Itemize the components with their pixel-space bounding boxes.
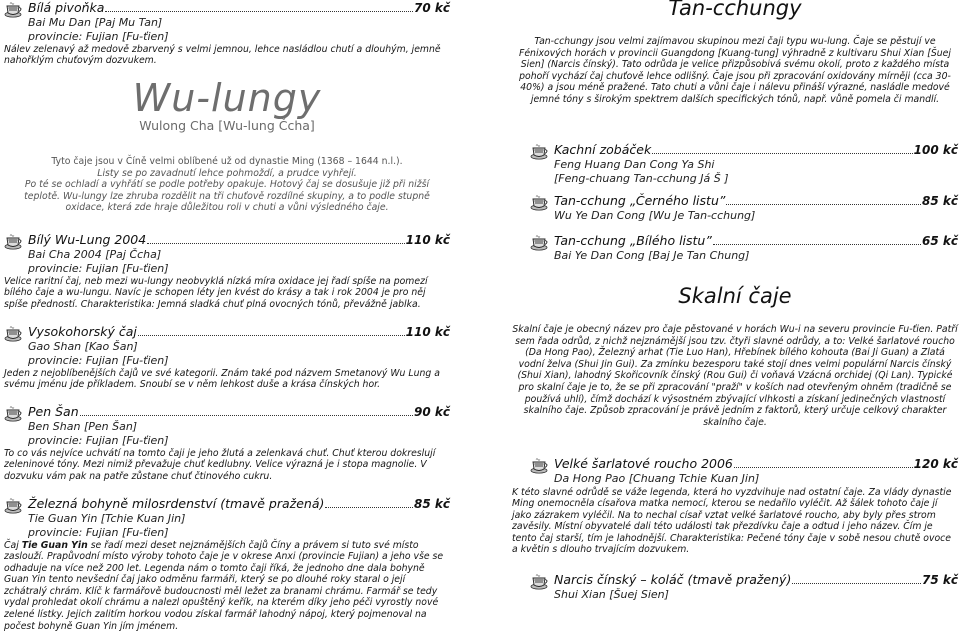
item-name: Pen Šan (28, 404, 79, 419)
item-price: 110 kč (405, 325, 450, 339)
tea-cup-icon (4, 234, 24, 250)
item-subtitle: Ben Shan [Pen Šan] (28, 420, 138, 433)
item-name: Bílý Wu-Lung 2004 (28, 232, 147, 247)
item-name: Bílá pivoňka (28, 0, 105, 15)
item-subtitle: Tie Guan Yin [Tchie Kuan Jin] (28, 512, 186, 525)
item-price: 70 kč (414, 1, 450, 15)
item-province: provincie: Fujian [Fu-ťien] (28, 433, 169, 447)
menu-item (512, 572, 958, 602)
item-price: 85 kč (414, 497, 450, 511)
leader-dots (147, 243, 404, 244)
item-name: Železná bohyně milosrdenství (tmavě pražená) (28, 496, 325, 511)
section-heading-tan-cchungy (512, 0, 958, 20)
item-subtitle: Wu Ye Dan Cong [Wu Je Tan-cchung] (554, 209, 756, 222)
tea-cup-icon (530, 235, 550, 251)
item-subtitle-alt: [Feng-chuang Tan-cchung Já Š ] (554, 171, 729, 185)
leader-dots (138, 335, 405, 336)
item-subtitle: Feng Huang Dan Cong Ya Shi (554, 158, 715, 171)
item-price: 85 kč (922, 194, 958, 208)
menu-item (4, 232, 450, 310)
tea-cup-icon (4, 498, 24, 514)
item-description (4, 540, 450, 633)
section-title: Tan-cchungy (668, 0, 802, 20)
tea-cup-icon (530, 144, 550, 160)
intro-paragraph: Po té se ochladí a vyhřátí se podle potřeby opakuje. Hotový čaj se dosušuje již při nižší teplotě. Wu-lungy lze zhruba rozdělit na tři chuťově rozdílné skupiny, a to podle stupně oxidace, která zde hraje důležitou roli v chuti a vůni výsledného čaje. (24, 179, 430, 214)
tea-cup-icon (530, 574, 550, 590)
tea-cup-icon (4, 326, 24, 342)
item-subtitle: Bai Cha 2004 [Paj Čcha] (28, 248, 162, 261)
item-subtitle: Bai Ye Dan Cong [Baj Je Tan Chung] (554, 249, 750, 262)
menu-item (512, 233, 958, 263)
item-name: Tan-cchung „Bílého listu” (554, 233, 712, 248)
section-subtitle: Wulong Cha [Wu-lung Čcha] (139, 118, 315, 133)
item-name: Velké šarlatové roucho 2006 (554, 456, 733, 471)
item-province: provincie: Fujian [Fu-ťien] (28, 353, 169, 367)
tea-cup-icon (4, 2, 24, 18)
item-name: Narcis čínský – koláč (tmavě pražený) (554, 572, 792, 587)
item-price: 90 kč (414, 405, 450, 419)
leader-dots (726, 204, 921, 205)
item-subtitle: Bai Mu Dan [Paj Mu Tan] (28, 16, 163, 29)
menu-item (4, 496, 450, 632)
tan-cchungy-intro: Tan-cchungy jsou velmi zajímavou skupinou mezi čaji typu wu-lung. Čaje se pěstují ve Fénixových horách v provincii Guangdong [Kuang-tung] výhradně z kultivaru Shui Xian [Šuej Sien] (Narcis čínský). Tato odrůda je velice přizpůsobivá svému okolí, proto z každého místa pohoří vychází čaj chuťově lehce odlišný. Čaje jsou při zpracování oxidovány mírněji (cca 30-40%) a jsou méně pražené. Tato chuti a vůni čaje i nálevu přináší výrazné, nasládle medové jemné tóny s širokým spektrem dalších specifických tónů, např. vůně pomela či mandlí. (518, 36, 951, 105)
section-title: Skalní čaje (678, 284, 792, 308)
item-description: K této slavné odrůdě se váže legenda, která ho vyzdvihuje nad ostatní čaje. Za vlády dynastie Ming onemocněla císařova matka nemocí, kterou se nedařilo vyléčit. Až šálek tohoto čaje jí jako zázrakem vyléčil. Na to nechal císař vztat velké šarlatové roucho, aby byly přes strom zavěsily. Místní obyvatelé dali této události tak přezdívku čaje a odtud i jeho název. Čím je tento čaj starší, tím je lahodnější. Charakteristika: Pečené tóny čaje v sobě nesou chutě ovoce a květin s dlouho trvajícím dozvukem. (512, 486, 952, 556)
section-heading-skalni (512, 284, 958, 308)
leader-dots (105, 11, 413, 12)
leader-dots (325, 507, 413, 508)
description-highlight: Tie Guan Yin (21, 539, 88, 551)
item-description: To co vás nejvíce uchvátí na tomto čaji je jeho žlutá a zelenkavá chuť. Chuť kterou dokreslují zeleninové tóny. Mezi nimiž převažuje chuť kedlubny. Velice výrazná je i stopa magnolie. V dozvuku vám pak na patře zůstane chuť čtinového cukru. (4, 447, 436, 482)
item-name: Vysokohorský čaj (28, 324, 137, 339)
item-description: Velice raritní čaj, neb mezi wu-lungy neobvyklá nízká míra oxidace jej řadí spíše na pomezí bílého čaje a wu-lungu. Navíc je schopen léty jen kvést do krásy a tak i rok 2004 je pro něj spíše předností. Charakteristika: Jemná sladká chuť plná ovocných tónů, převážně jablka. (4, 275, 428, 310)
menu-item (512, 142, 958, 185)
item-name: Kachní zobáček (554, 142, 652, 157)
item-price: 65 kč (922, 234, 958, 248)
leader-dots (652, 153, 912, 154)
section-heading-wulungy (4, 76, 450, 133)
leader-dots (80, 415, 413, 416)
intro-line: Tyto čaje jsou v Číně velmi oblíbené už od dynastie Ming (1368 – 1644 n.l.). (51, 156, 403, 167)
description-prefix: Čaj (4, 539, 22, 551)
menu-item (512, 193, 958, 223)
item-province: provincie: Fujian [Fu-ťien] (28, 29, 169, 43)
item-price: 120 kč (913, 457, 958, 471)
item-description: Nálev zelenavý až medově zbarvený s velmi jemnou, lehce nasládlou chutí a dlouhým, jemně nahořklým chuťovým dozvukem. (4, 43, 441, 67)
leader-dots (792, 583, 921, 584)
leader-dots (734, 467, 913, 468)
item-subtitle: Shui Xian [Šuej Sien] (554, 588, 669, 601)
tea-cup-icon (530, 458, 550, 474)
item-price: 100 kč (913, 143, 958, 157)
menu-item (4, 404, 450, 482)
item-province: provincie: Fujian [Fu-ťien] (28, 261, 169, 275)
description-text: se řadí mezi deset nejznámějších čajů Číny a právem si tuto své místo zaslouží. Prapůvodní místo výroby tohoto čaje je v okrese Anxi (provincie Fujian) a jeho vše se odhaduje na více než 200 let. Legenda nám o tomto čaji říká, že jednoho dne dala bohyně Guan Yin tento nevšední čaj jako odměnu farmáři, který se po dlouhé roky staral o její zchátralý chrám. Klíč k farmářově budoucnosti měl ležet za branami chrámu. Farmář se tedy vydal prohledat okolí chrámu a nalezl opuštěný keřík, na kterém díky jeho péči vyrostly nové zelené lístky. Jejich zalitím horkou vodou získal farmář lahodný nápoj, který pojmenoval na počest bohyně Guan Yin jím jménem. (4, 539, 444, 632)
intro-line: Listy se po zavadnutí lehce pohmoždí, a prudce vyhřejí. (97, 167, 357, 179)
item-subtitle: Gao Shan [Kao Šan] (28, 340, 138, 353)
item-price: 110 kč (405, 233, 450, 247)
leader-dots (713, 244, 921, 245)
skalni-intro: Skalní čaje je obecný název pro čaje pěstované v horách Wu-i na severu provincie Fu-ťien. Patří sem řada odrůd, z nichž nejznámější jsou tzv. čtyři slavné odrůdy, a to: Velké šarlatové roucho (Da Hong Pao), Železný arhat (Tie Luo Han), Hřebínek bílého kohouta (Bai Ji Guan) a Zlatá vodní želva (Shui Jin Gui). Za zmínku bezesporu také stojí dnes velmi populární Narcis čínský (Shui Xian), lahodný Skořicovník čínský (Rou Gui) či voňavá Vzácná orchidej (Qi Lan). Typické pro skalní čaje je to, že se při zpracování "praží" v koších nad otevřeným ohněm (tradičně se používá uhlí), čímž dochází k výsostném zbývající vlhkosti a získaní jedinečných vlastností skalního čaje. Způsob zpracování je právě jedním z faktorů, který určuje celkový charakter skalního čaje. (512, 324, 958, 428)
wulung-intro (4, 156, 450, 214)
menu-item (4, 324, 450, 391)
tea-cup-icon (530, 195, 550, 211)
section-title: Wu-lungy (132, 76, 322, 120)
tea-cup-icon (4, 406, 24, 422)
item-price: 75 kč (922, 573, 958, 587)
menu-item-bila-pivonka (4, 0, 450, 67)
menu-item (512, 456, 958, 556)
item-description: Jeden z nejoblíbenějších čajů ve své kategorii. Znám také pod názvem Smetanový Wu Lung a svému jménu jde příkladem. Snoubí se v něm lehkost duše a krása čínských hor. (4, 367, 440, 391)
item-name: Tan-cchung „Černého listu” (554, 193, 726, 208)
item-province: provincie: Fujian [Fu-ťien] (28, 525, 169, 539)
item-subtitle: Da Hong Pao [Chuang Tchie Kuan Jin] (554, 472, 760, 485)
